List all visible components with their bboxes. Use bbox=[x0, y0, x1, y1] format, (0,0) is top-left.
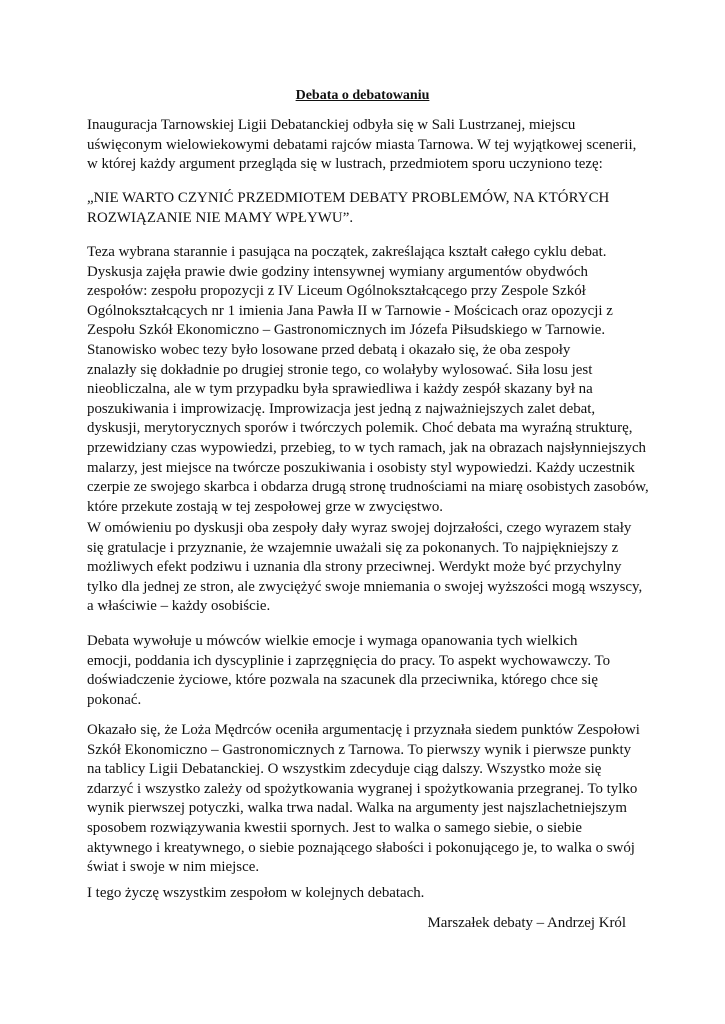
text-line: nieobliczalna, ale w tym przypadku była sprawiedliwa i każdy zespół skazany był na bbox=[87, 381, 593, 398]
text-line: doświadczenie życiowe, które pozwala na szacunek dla przeciwnika, którego chce się bbox=[87, 672, 599, 689]
paragraph-result bbox=[87, 721, 640, 878]
text-line: a właściwie – każdy osobiście. bbox=[87, 598, 271, 615]
text-line: czerpie ze swojego skarbca i obdarza drugą stronę trudnościami na miarę osobistych zasobów, bbox=[87, 479, 649, 496]
text-line: które przekute zostają w tej zespołowej grze w zwycięstwo. bbox=[87, 498, 443, 515]
text-line: przewidziany czas wypowiedzi, przebieg, to w tych ramach, jak na obrazach najsłynniejszych bbox=[87, 439, 646, 456]
text-line: Dyskusja zajęła prawie dwie godziny intensywnej wymiany argumentów obydwóch bbox=[87, 263, 588, 280]
text-line: aktywnego i kreatywnego, o siebie poznającego słabości i pokonującego je, to walka o swój bbox=[87, 839, 635, 856]
text-line: W omówieniu po dyskusji oba zespoły dały wyraz swojej dojrzałości, czego wyrazem stały bbox=[87, 520, 632, 536]
thesis-quote bbox=[87, 189, 609, 228]
text-line: Inauguracja Tarnowskiej Ligii Debatanckiej odbyła się w Sali Lustrzanej, miejscu bbox=[87, 117, 576, 133]
text-line: pokonać. bbox=[87, 691, 142, 708]
paragraph-main bbox=[87, 243, 649, 517]
text-line: I tego życzę wszystkim zespołom w kolejnych debatach. bbox=[87, 885, 425, 901]
text-line: znalazły się dokładnie po drugiej stronie tego, co wolałyby wylosować. Siła losu jest bbox=[87, 361, 593, 378]
paragraph-intro bbox=[87, 116, 636, 175]
text-line: Stanowisko wobec tezy było losowane przed debatą i okazało się, że oba zespoły bbox=[87, 341, 571, 358]
text-line: się gratulacje i przyznanie, że wzajemnie uważali się za pokonanych. To najpiękniejszy z bbox=[87, 539, 619, 556]
text-line: malarzy, jest miejsce na twórcze poszukiwania i osobisty styl wypowiedzi. Każdy uczestnik bbox=[87, 459, 635, 476]
text-line: dyskusji, merytorycznych sporów i twórczych polemik. Choć debata ma wyraźną strukturę, bbox=[87, 420, 633, 437]
text-line: świat i swoje w nim miejsce. bbox=[87, 859, 260, 876]
text-line: zdarzyć i wszystko zależy od spożytkowania wygranej i spożytkowania przegranej. To tylko bbox=[87, 780, 638, 797]
text-line: emocji, poddania ich dyscyplinie i zaprzęgnięcia do pracy. To aspekt wychowawczy. To bbox=[87, 652, 611, 669]
text-line: poszukiwania i improwizację. Improwizacja jest jedną z najważniejszych zalet debat, bbox=[87, 400, 596, 417]
document-title: Debata o debatowaniu bbox=[295, 88, 430, 103]
text-line: sposobem rozwiązywania kwestii spornych. Jest to walka o samego siebie, o siebie bbox=[87, 819, 582, 836]
text-line: ROZWIĄZANIE NIE MAMY WPŁYWU”. bbox=[87, 209, 354, 226]
text-line: tylko dla jednej ze stron, ale zwyciężyć swoje mniemania o swojej wyższości mogą wszyscy, bbox=[87, 578, 643, 595]
text-line: „NIE WARTO CZYNIĆ PRZEDMIOTEM DEBATY PROBLEMÓW, NA KTÓRYCH bbox=[87, 190, 610, 206]
text-line: w której każdy argument przegląda się w lustrach, przedmiotem sporu uczyniono tezę: bbox=[87, 156, 603, 173]
text-line: Teza wybrana starannie i pasująca na początek, zakreślająca kształt całego cyklu debat. bbox=[87, 244, 607, 260]
text-line: Debata wywołuje u mówców wielkie emocje i wymaga opanowania tych wielkich bbox=[87, 633, 578, 649]
paragraph-discussion bbox=[87, 519, 642, 617]
text-line: zespołów: zespołu propozycji z IV Liceum Ogólnokształcącego przy Zespole Szkół bbox=[87, 283, 586, 300]
text-line: Okazało się, że Loża Mędrców oceniła argumentację i przyznała siedem punktów Zespołowi bbox=[87, 722, 640, 738]
text-line: na tablicy Ligii Debatanckiej. O wszystkim zdecyduje ciąg dalszy. Wszystko może się bbox=[87, 761, 602, 778]
text-line: Zespołu Szkół Ekonomiczno – Gastronomicznych im Józefa Piłsudskiego w Tarnowie. bbox=[87, 322, 606, 339]
text-line: możliwych efekt podziwu i uznania dla strony przeciwnej. Werdykt może być przychylny bbox=[87, 559, 622, 576]
paragraph-emotions bbox=[87, 632, 610, 710]
text-line: wynik pierwszej potyczki, walka trwa nadal. Walka na argumenty jest najszlachetniejszym bbox=[87, 800, 627, 817]
paragraph-closing bbox=[87, 884, 424, 904]
text-line: uświęconym wielowiekowymi debatami rajców miasta Tarnowa. W tej wyjątkowej scenerii, bbox=[87, 136, 637, 153]
text-line: Szkół Ekonomiczno – Gastronomicznych z Tarnowa. To pierwszy wynik i pierwsze punkty bbox=[87, 741, 632, 758]
text-line: Ogólnokształcących nr 1 imienia Jana Pawła II w Tarnowie - Mościcach oraz opozycji z bbox=[87, 302, 613, 319]
author-signature: Marszałek debaty – Andrzej Król bbox=[427, 915, 626, 931]
